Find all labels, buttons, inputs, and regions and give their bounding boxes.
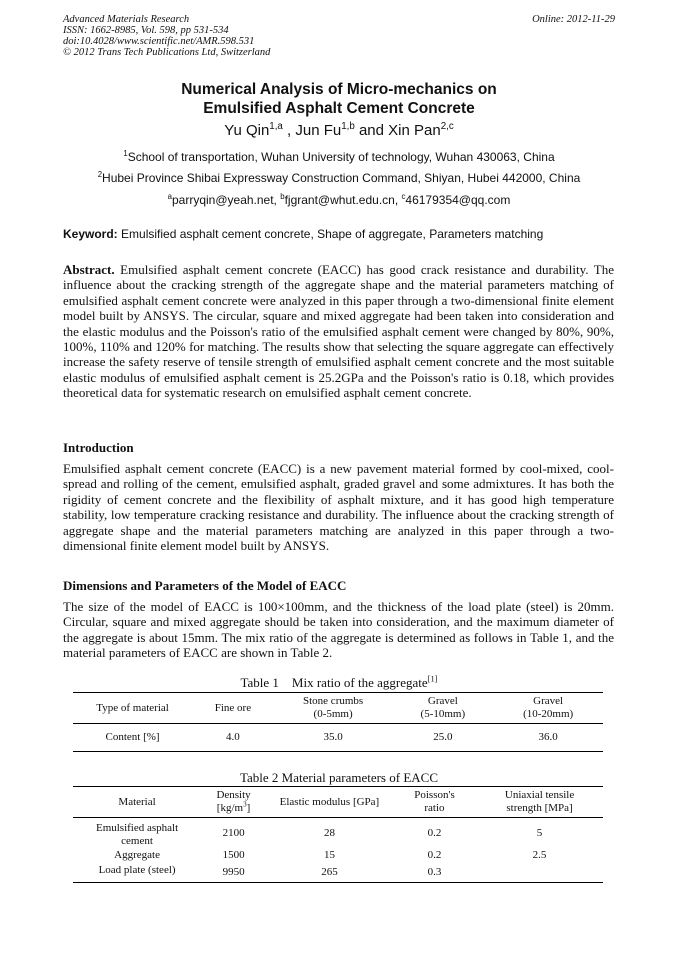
email-link[interactable]: 46179354@qq.com xyxy=(405,193,511,207)
section-heading-introduction: Introduction xyxy=(63,440,134,455)
header-line: Gravel xyxy=(533,695,564,707)
header-cell xyxy=(201,787,266,818)
header-line xyxy=(205,802,262,815)
unit-text: ] xyxy=(246,802,251,814)
table-cell xyxy=(476,863,603,883)
table-cell: 0.2 xyxy=(427,826,442,839)
table-row xyxy=(73,724,603,752)
affil-text: Hubei Province Shibai Expressway Construction Command, Shiyan, Hubei 442000, China xyxy=(102,171,581,185)
keywords xyxy=(63,227,623,241)
unit-text: [kg/m xyxy=(216,802,244,814)
author-2: Jun Fu xyxy=(295,122,342,139)
affiliation-1 xyxy=(0,150,678,164)
email-link[interactable]: parryqin@yeah.net, xyxy=(171,193,281,207)
header-line: Density xyxy=(216,789,251,801)
header-line: Stone crumbs xyxy=(303,695,364,707)
paper-title xyxy=(0,80,678,118)
introduction-text: Emulsified asphalt cement concrete (EACC) is a new pavement material formed by cool-mixed, cool-spread and rolling of the cement, emulsified asphalt, graded gravel and some admixtures. It has both the rigidity of cement concrete and the flexibility of asphalt mixture, and it has good high temperature stability, low temperature cracking resistance and durability. The influence about the cracking strength of aggregate shape and the material parameters matching are analyzed in this paper through a two-dimensional finite element model built by ANSYS. xyxy=(63,461,614,554)
title-line-2: Emulsified Asphalt Cement Concrete xyxy=(203,100,475,117)
affiliation-2 xyxy=(0,171,678,185)
table-1 xyxy=(73,692,603,752)
table-cell: 9950 xyxy=(222,866,245,878)
header-cell: Material xyxy=(118,795,156,808)
affil-marker: 1 xyxy=(123,149,128,158)
header-cell xyxy=(476,787,603,818)
table-2 xyxy=(73,786,603,883)
author-2-affil: 1,b xyxy=(341,121,355,132)
table-cell: 0.3 xyxy=(427,866,442,878)
header-cell: Fine ore xyxy=(214,701,252,714)
dimensions-text: The size of the model of EACC is 100×100mm, and the thickness of the load plate (steel) is 20mm. Circular, square and mixed aggregate should be taken into consideration, and the maximum diameter of the aggregate is about 15mm. The mix ratio of the aggregate is determined as follows in Table 1, and the material parameters of EACC are shown in Table 2. xyxy=(63,599,614,661)
affil-marker: 2 xyxy=(97,170,103,179)
author-3-affil: 2,c xyxy=(440,121,454,132)
header-line: Poisson's xyxy=(414,789,455,801)
header-cell: Elastic modulus [GPa] xyxy=(279,795,380,808)
table-row xyxy=(73,848,603,863)
online-date: Online: 2012-11-29 xyxy=(532,14,615,25)
email-marker: c xyxy=(401,192,406,201)
table-cell: 28 xyxy=(323,826,335,839)
journal-header xyxy=(63,14,615,58)
table-header-row xyxy=(73,693,603,724)
table-cell: Aggregate xyxy=(114,849,160,861)
table-cell: Load plate (steel) xyxy=(98,864,176,876)
table-cell: 265 xyxy=(321,866,338,878)
abstract-label: Abstract. xyxy=(63,262,115,277)
table-cell: 5 xyxy=(536,826,543,839)
author-1-affil: 1,a xyxy=(269,121,283,132)
email-link[interactable]: fjgrant@whut.edu.cn, xyxy=(284,193,402,207)
table-cell xyxy=(73,818,201,849)
header-line: Uniaxial tensile xyxy=(504,789,575,801)
title-line-1: Numerical Analysis of Micro-mechanics on xyxy=(181,81,497,98)
email-marker: b xyxy=(280,192,285,201)
table-2-caption: Table 2 Material parameters of EACC xyxy=(240,770,438,785)
header-cell xyxy=(274,693,393,724)
abstract xyxy=(63,262,614,401)
keyword-text: Emulsified asphalt cement concrete, Shape of aggregate, Parameters matching xyxy=(117,227,544,241)
author-list xyxy=(0,122,678,139)
email-line xyxy=(0,193,678,207)
header-line: strength [MPa] xyxy=(506,802,573,814)
header-line: ratio xyxy=(424,802,445,814)
caption-text: Table 1 Mix ratio of the aggregate xyxy=(240,675,428,690)
doi-line: doi:10.4028/www.scientific.net/AMR.598.531 xyxy=(63,36,255,47)
cell-line: cement xyxy=(121,835,153,847)
header-cell xyxy=(493,693,603,724)
header-line: Gravel xyxy=(427,695,458,707)
header-line: (0-5mm) xyxy=(313,708,353,720)
affil-text: School of transportation, Wuhan University of technology, Wuhan 430063, China xyxy=(127,150,555,164)
table-cell: 2.5 xyxy=(532,849,547,861)
table-cell: 2100 xyxy=(222,826,245,839)
section-heading-dimensions: Dimensions and Parameters of the Model of EACC xyxy=(63,578,347,593)
header-cell: Type of material xyxy=(96,701,169,714)
citation-ref[interactable]: [1] xyxy=(427,673,438,684)
abstract-text: Emulsified asphalt cement concrete (EACC) has good crack resistance and durability. The influence about the cracking strength of the aggregate shape and the material parameters matching of emulsified asphalt cement concrete were analyzed in this paper through a two-dimensional finite element model built by ANSYS. The circular, square and mixed aggregate had been taken into consideration and the elastic modulus and the Poisson's ratio of the emulsified asphalt cement were changed by 80%, 90%, 100%, 110% and 120% for matching. The results show that selecting the square aggregate can effectively increase the safety reserve of tensile strength of emulsified asphalt cement concrete and the most suitable elastic modulus of emulsified asphalt cement is 25.2GPa and the Poisson's ratio is 0.18, which provides theoretical data for systematic research on emulsified asphalt cement concrete. xyxy=(63,262,614,401)
journal-name: Advanced Materials Research xyxy=(63,14,190,25)
table-row xyxy=(73,818,603,849)
table-header-row xyxy=(73,787,603,818)
table-cell: Content [%] xyxy=(105,731,160,743)
unit-exponent: 3 xyxy=(243,800,247,809)
table-cell: 25.0 xyxy=(433,731,453,743)
table-cell: 0.2 xyxy=(427,849,442,861)
email-marker: a xyxy=(167,192,172,201)
header-line: (5-10mm) xyxy=(420,708,466,720)
table-cell: 1500 xyxy=(222,849,245,861)
table-row xyxy=(73,863,603,883)
author-1: Yu Qin xyxy=(224,122,270,139)
header-line: (10-20mm) xyxy=(523,708,574,720)
author-separator: , xyxy=(282,122,296,139)
header-cell xyxy=(392,693,493,724)
table-cell: 36.0 xyxy=(538,731,558,743)
table-cell: 35.0 xyxy=(323,731,343,743)
author-3: Xin Pan xyxy=(388,122,441,139)
author-separator: and xyxy=(354,122,389,139)
header-cell xyxy=(393,787,476,818)
keyword-label: Keyword: xyxy=(63,227,118,241)
table-cell: 15 xyxy=(323,849,335,861)
cell-line: Emulsified asphalt xyxy=(95,822,179,834)
issn-line: ISSN: 1662-8985, Vol. 598, pp 531-534 xyxy=(63,25,229,36)
copyright-line: © 2012 Trans Tech Publications Ltd, Switzerland xyxy=(63,47,271,58)
table-1-caption xyxy=(0,675,678,691)
table-cell: 4.0 xyxy=(226,731,240,743)
